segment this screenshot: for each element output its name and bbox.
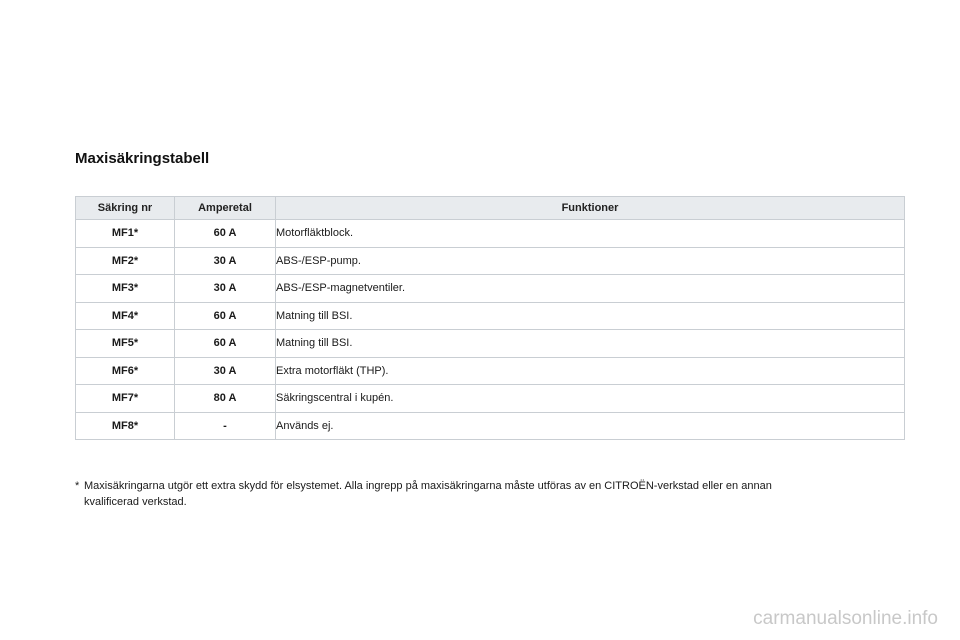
table-row [76, 385, 905, 413]
function-cell: Extra motorfläkt (THP). [276, 357, 905, 385]
amperage-cell: 30 A [175, 275, 276, 303]
column-header-fuse: Säkring nr [76, 197, 175, 220]
function-cell: ABS-/ESP-magnetventiler. [276, 275, 905, 303]
function-cell: Motorfläktblock. [276, 220, 905, 248]
footnote-line-2: kvalificerad verkstad. [84, 496, 187, 508]
amperage-cell: 30 A [175, 357, 276, 385]
amperage-cell: 80 A [175, 385, 276, 413]
table-row [76, 357, 905, 385]
amperage-cell: 60 A [175, 302, 276, 330]
function-cell: Används ej. [276, 412, 905, 440]
fuse-number-cell: MF5* [76, 330, 175, 358]
amperage-cell: 30 A [175, 247, 276, 275]
fuse-number-cell: MF6* [76, 357, 175, 385]
table-row [76, 247, 905, 275]
watermark: carmanualsonline.info [753, 608, 938, 629]
function-cell: ABS-/ESP-pump. [276, 247, 905, 275]
function-cell: Matning till BSI. [276, 302, 905, 330]
fuse-number-cell: MF7* [76, 385, 175, 413]
fuse-number-cell: MF8* [76, 412, 175, 440]
function-cell: Matning till BSI. [276, 330, 905, 358]
footnote [75, 478, 875, 510]
footnote-line-1: Maxisäkringarna utgör ett extra skydd för elsystemet. Alla ingrepp på maxisäkringarna måste utföras av en CITROËN-verkstad eller en annan [84, 480, 772, 492]
column-header-functions: Funktioner [276, 197, 905, 220]
fuse-number-cell: MF2* [76, 247, 175, 275]
table-row [76, 220, 905, 248]
fuse-number-cell: MF3* [76, 275, 175, 303]
amperage-cell: 60 A [175, 330, 276, 358]
table-row [76, 275, 905, 303]
page-title: Maxisäkringstabell [75, 150, 210, 167]
amperage-cell: 60 A [175, 220, 276, 248]
fuse-table [75, 196, 905, 440]
table-row [76, 412, 905, 440]
footnote-marker: * [75, 480, 80, 492]
table-row [76, 330, 905, 358]
function-cell: Säkringscentral i kupén. [276, 385, 905, 413]
column-header-amperage: Amperetal [175, 197, 276, 220]
amperage-cell: - [175, 412, 276, 440]
table-row [76, 302, 905, 330]
fuse-number-cell: MF4* [76, 302, 175, 330]
fuse-number-cell: MF1* [76, 220, 175, 248]
table-header-row [76, 197, 905, 220]
